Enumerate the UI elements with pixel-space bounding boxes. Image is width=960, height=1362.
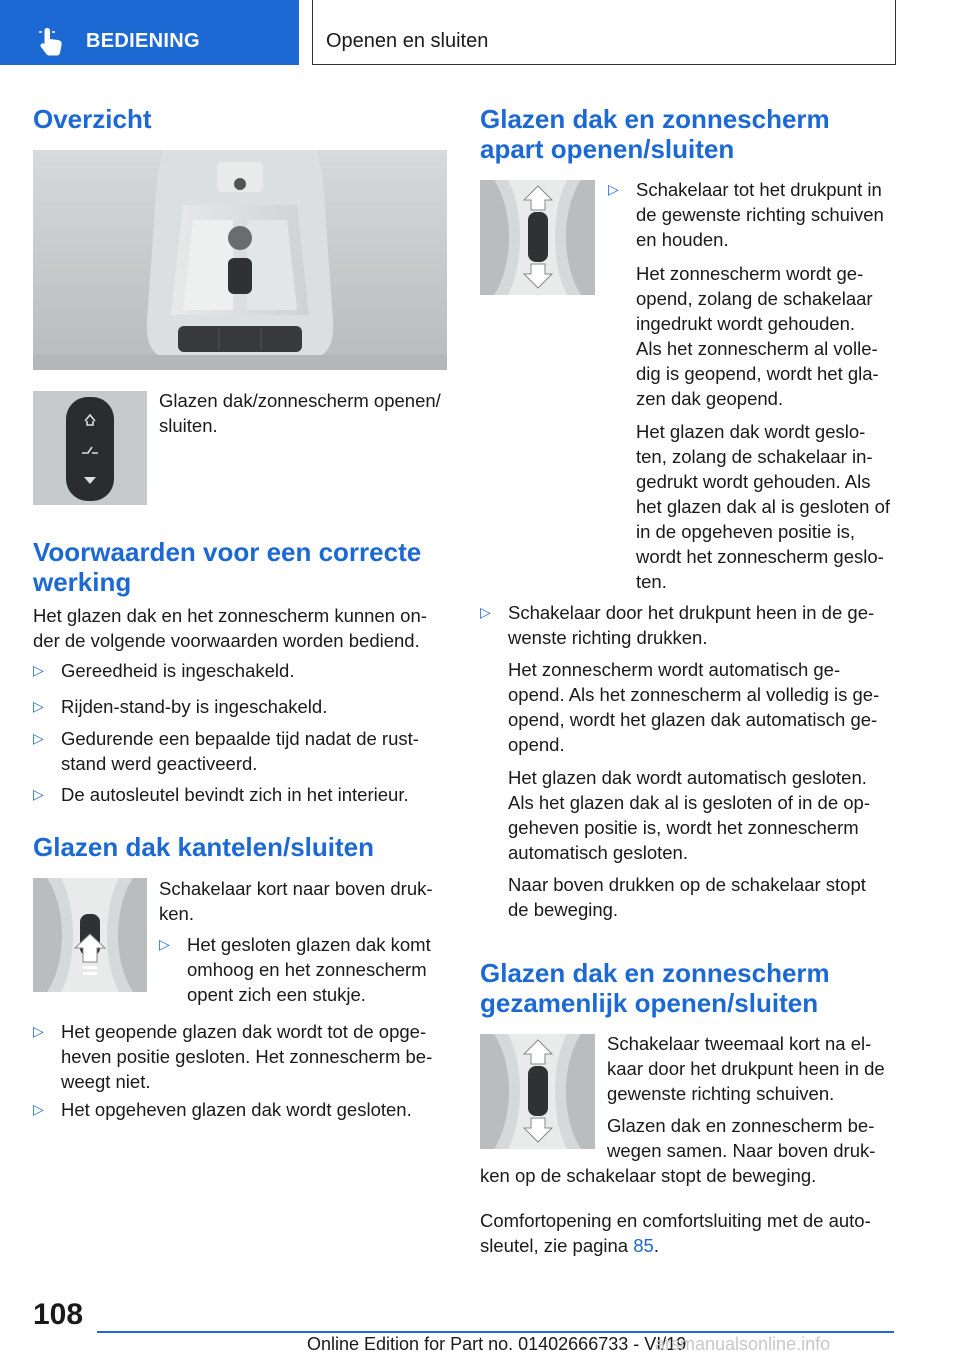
tilt-bullet-3-text: Het opgeheven glazen dak wordt gesloten. (61, 1099, 412, 1120)
bullet-marker: ▷ (159, 936, 170, 952)
tilt-illustration (33, 878, 147, 992)
bullet-marker: ▷ (608, 181, 619, 197)
hand-pointer-icon (38, 26, 64, 56)
bullet-marker: ▷ (480, 604, 491, 620)
switch-closeup-image (33, 391, 147, 505)
separate-bullet-1-para-2: Het zonnescherm wordt ge- opend, zolang de schakelaar ingedrukt wordt gehouden. Als het zonnescherm al volle- dig is geopend, wordt het gla- zen dak geopend. (636, 263, 879, 409)
separate-bullet-1-text: Schakelaar tot het drukpunt in de gewenste richting schuiven en houden. (636, 179, 884, 250)
joint-heading-line-2: gezamenlijk openen/sluiten (480, 988, 819, 1018)
section-name: BEDIENING (86, 30, 200, 52)
roof-switch-illustration (33, 391, 147, 505)
edition-note: Online Edition for Part no. 01402666733 - VI/19 (307, 1334, 687, 1354)
separate-switch-image (480, 180, 595, 295)
bullet-marker: ▷ (33, 730, 44, 746)
separate-bullet-2-para-2: Het zonnescherm wordt automatisch ge- opend. Als het zonnescherm al volledig is ge- opend, wordt het glazen dak automatisch ge- opend. (508, 659, 880, 755)
joint-illustration (480, 1034, 595, 1149)
separate-heading (480, 104, 830, 164)
condition-text: De autosleutel bevindt zich in het interieur. (61, 784, 409, 805)
separate-bullet-2-text: Schakelaar door het drukpunt heen in de ge- wenste richting drukken. (508, 602, 875, 648)
page-title: Openen en sluiten (326, 30, 489, 52)
condition-text: Gereedheid is ingeschakeld. (61, 660, 295, 681)
conditions-intro-line-1: Het glazen dak en het zonnescherm kunnen on- (33, 605, 427, 626)
conditions-heading-line-2: werking (33, 567, 132, 597)
conditions-intro (33, 603, 427, 653)
separate-illustration (480, 180, 595, 295)
page-number: 108 (33, 1298, 84, 1331)
bullet-marker: ▷ (33, 698, 44, 714)
separate-bullet-2-para-3: Het glazen dak wordt automatisch gesloten. Als het glazen dak al is gesloten of in de op- geheven positie is, wordt het zonnescherm automatisch gesloten. (508, 767, 871, 863)
footer-divider (97, 1331, 894, 1333)
joint-paragraph-1: Schakelaar tweemaal kort na el- kaar door het drukpunt heen in de gewenste richting schuiven. (607, 1033, 885, 1104)
joint-paragraph-2-tail: ken op de schakelaar stopt de beweging. (480, 1165, 817, 1186)
tilt-intro-line-1: Schakelaar kort naar boven druk- (159, 878, 433, 899)
tilt-intro (159, 876, 433, 926)
conditions-intro-line-2: der de volgende voorwaarden worden bediend. (33, 630, 420, 651)
roof-console-illustration (33, 150, 447, 370)
page-85-link[interactable]: 85 (633, 1235, 654, 1256)
separate-bullet-1-para-3: Het glazen dak wordt geslo- ten, zolang de schakelaar in- gedrukt wordt gehouden. Als het glazen dak al is gesloten of in de opgeheven positie is, wordt het zonnescherm geslo- ten. (636, 421, 891, 592)
condition-text: Rijden-stand-by is ingeschakeld. (61, 696, 328, 717)
tilt-bullet-1-text: Het gesloten glazen dak komt omhoog en het zonnescherm opent zich een stukje. (187, 934, 431, 1005)
switch-caption: Glazen dak/zonnescherm openen/ sluiten. (159, 390, 441, 436)
tilt-switch-image (33, 878, 147, 992)
comfort-line-1: Comfortopening en comfortsluiting met de auto- (480, 1210, 871, 1231)
separate-bullet-2-para-4: Naar boven drukken op de schakelaar stopt de beweging. (508, 874, 866, 920)
joint-heading (480, 958, 830, 1018)
joint-switch-image (480, 1034, 595, 1149)
tilt-bullet-2-text: Het geopende glazen dak wordt tot de opge- heven positie gesloten. Het zonnescherm be- weegt niet. (61, 1021, 433, 1092)
comfort-line-2: sleutel, zie pagina (480, 1235, 634, 1256)
bullet-marker: ▷ (33, 786, 44, 802)
tilt-intro-line-2: ken. (159, 903, 194, 924)
condition-text: Gedurende een bepaalde tijd nadat de rust- stand werd geactiveerd. (61, 728, 419, 774)
bullet-marker: ▷ (33, 662, 44, 678)
watermark: arsmanualsonline.info (655, 1334, 831, 1354)
bullet-marker: ▷ (33, 1101, 44, 1117)
tilt-heading: Glazen dak kantelen/sluiten (33, 832, 374, 862)
roof-console-image (33, 150, 447, 370)
comfort-paragraph: Comfortopening en comfortsluiting met de auto- sleutel, zie pagina 85. (480, 1210, 871, 1256)
joint-heading-line-1: Glazen dak en zonnescherm (480, 958, 830, 988)
conditions-heading-line-1: Voorwaarden voor een correcte (33, 537, 422, 567)
bullet-marker: ▷ (33, 1023, 44, 1039)
joint-paragraph-2: Glazen dak en zonnescherm be- wegen samen. Naar boven druk- (607, 1115, 876, 1161)
overview-heading: Overzicht (33, 104, 152, 134)
conditions-heading (33, 537, 421, 597)
separate-heading-line-1: Glazen dak en zonnescherm (480, 104, 830, 134)
separate-heading-line-2: apart openen/sluiten (480, 134, 735, 164)
